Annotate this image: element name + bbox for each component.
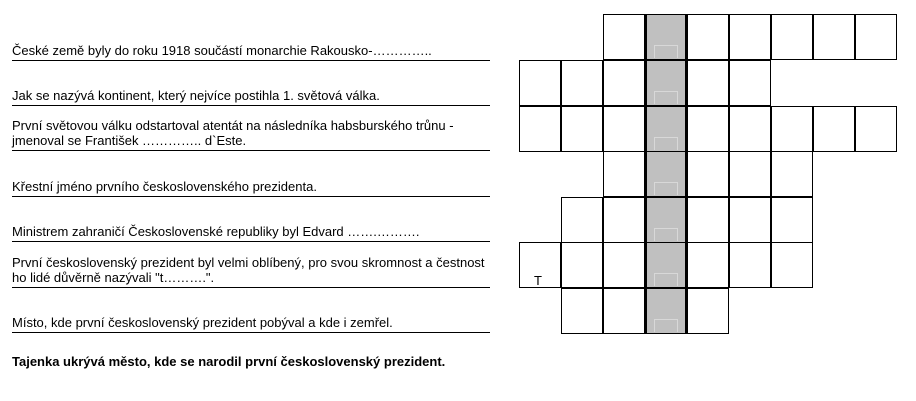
grid-cell[interactable] [687, 288, 729, 334]
secret-cell[interactable] [645, 197, 687, 243]
grid-cell[interactable] [729, 151, 771, 197]
grid-cell[interactable] [603, 197, 645, 243]
grid-cell[interactable] [519, 60, 561, 106]
grid-cell[interactable] [561, 106, 603, 152]
grid-cell[interactable] [603, 151, 645, 197]
secret-cell[interactable] [645, 60, 687, 106]
grid-cell[interactable] [687, 151, 729, 197]
grid-cell[interactable] [813, 106, 855, 152]
secret-cell[interactable] [645, 151, 687, 197]
grid-cell[interactable] [561, 242, 603, 288]
secret-cell[interactable] [645, 106, 687, 152]
secret-cell[interactable] [645, 288, 687, 334]
grid-cell[interactable] [855, 14, 897, 60]
clue-5: Ministrem zahraničí Československé republiky byl Edvard …….………. [12, 197, 490, 242]
clue-2: Jak se nazývá kontinent, který nejvíce postihla 1. světová válka. [12, 61, 490, 106]
grid-cell[interactable] [771, 242, 813, 288]
grid-cell[interactable] [729, 197, 771, 243]
grid-cell[interactable] [729, 14, 771, 60]
final-clue: Tajenka ukrývá město, kde se narodil první československý prezident. [12, 354, 446, 369]
grid-cell[interactable] [603, 60, 645, 106]
grid-cell[interactable] [561, 60, 603, 106]
grid-cell[interactable] [603, 14, 645, 60]
grid-cell[interactable] [687, 197, 729, 243]
clue-1: České země byly do roku 1918 součástí monarchie Rakousko-………….. [12, 16, 490, 61]
secret-cell[interactable] [645, 14, 687, 60]
grid-cell[interactable] [687, 14, 729, 60]
clue-7: Místo, kde první československý prezident pobýval a kde i zemřel. [12, 288, 490, 333]
grid-cell[interactable] [729, 242, 771, 288]
grid-cell[interactable] [519, 106, 561, 152]
clue-4: Křestní jméno prvního československého prezidenta. [12, 152, 490, 197]
grid-cell[interactable] [729, 60, 771, 106]
grid-cell[interactable] [603, 288, 645, 334]
grid-cell[interactable] [603, 242, 645, 288]
grid-cell[interactable] [687, 106, 729, 152]
grid-cell[interactable] [687, 60, 729, 106]
grid-cell[interactable] [771, 151, 813, 197]
secret-cell[interactable] [645, 242, 687, 288]
grid-cell[interactable] [855, 106, 897, 152]
clue-6: První československý prezident byl velmi oblíbený, pro svou skromnost a čestnost ho lidé důvěrně nazývali "t……….". [12, 243, 490, 288]
grid-cell[interactable] [603, 106, 645, 152]
grid-cell[interactable] [561, 288, 603, 334]
grid-cell[interactable] [771, 197, 813, 243]
clue-3: První světovou válku odstartoval atentát na následníka habsburského trůnu - jmenoval se František ………….. d`Este. [12, 106, 490, 151]
grid-cell[interactable] [771, 106, 813, 152]
grid-cell[interactable] [729, 106, 771, 152]
grid-cell[interactable] [687, 242, 729, 288]
grid-cell[interactable]: T [519, 242, 561, 288]
grid-cell[interactable] [813, 14, 855, 60]
grid-cell[interactable] [771, 14, 813, 60]
grid-cell[interactable] [561, 197, 603, 243]
